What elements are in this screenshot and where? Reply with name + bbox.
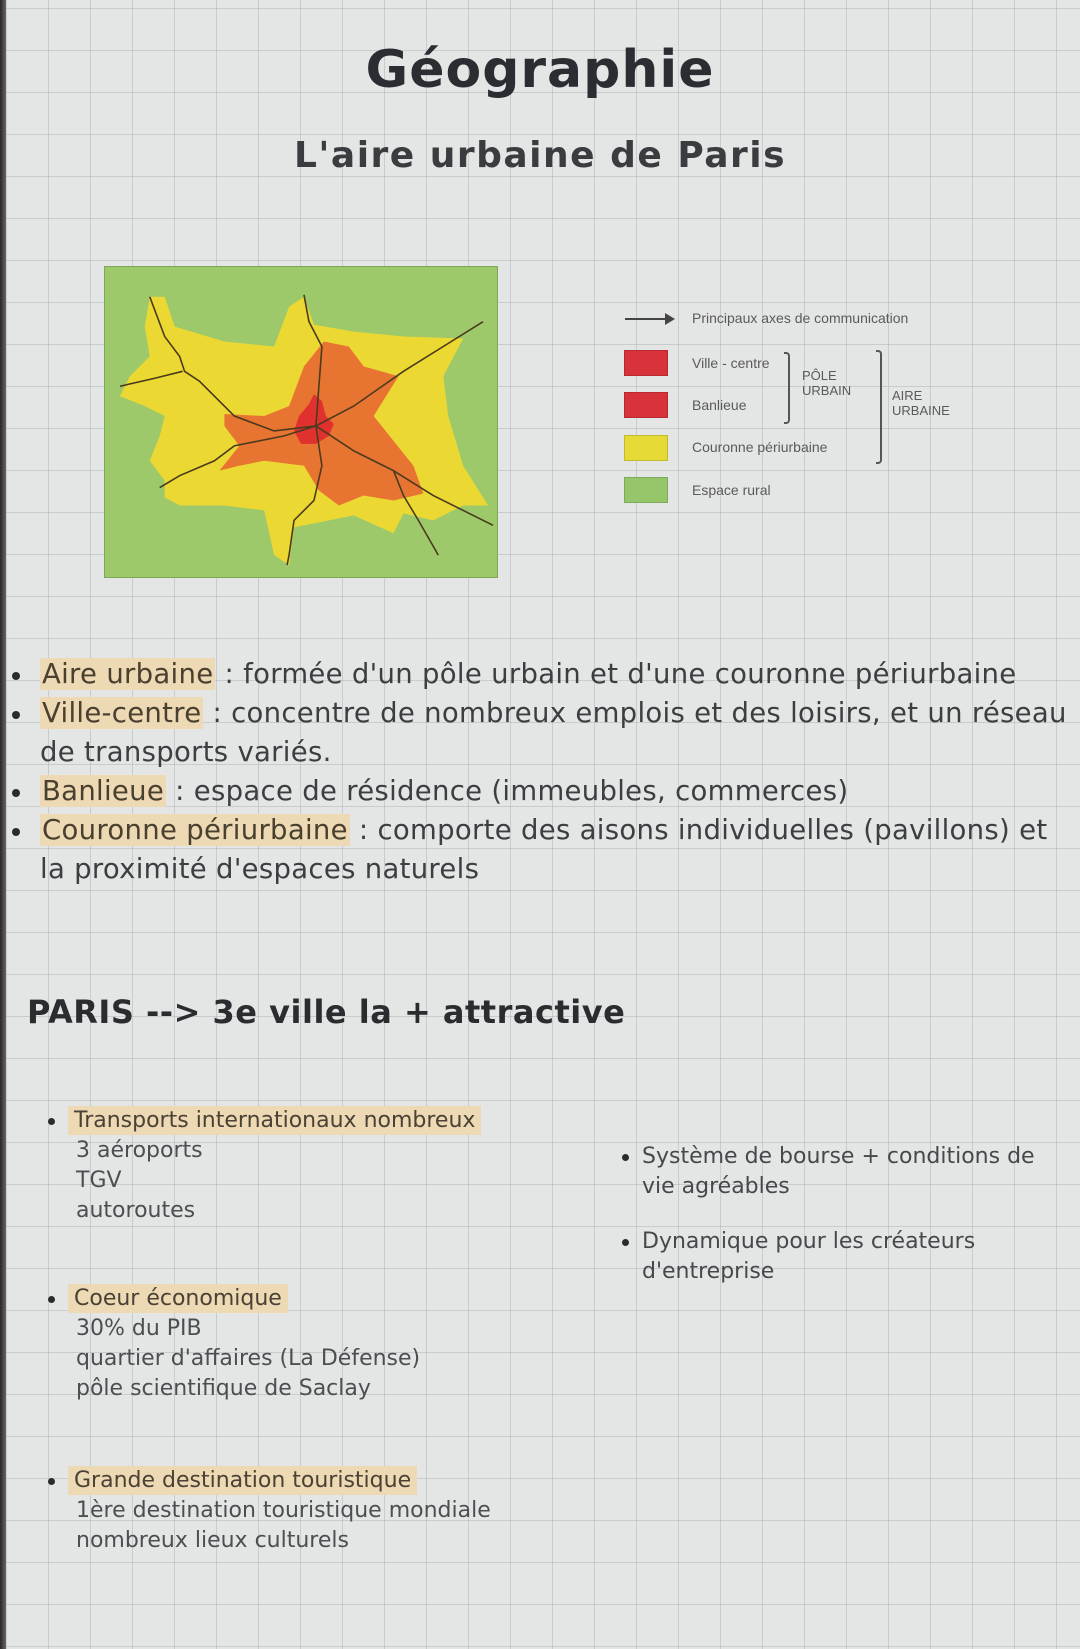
definition-text: concentre de nombreux emplois et des loisirs, et un réseau de transports variés. — [40, 697, 1067, 768]
legend-label-couronne: Couronne périurbaine — [692, 439, 828, 455]
definition-term: Couronne périurbaine — [42, 814, 348, 846]
definition-item: Ville-centre : concentre de nombreux emplois et des loisirs, et un réseau de transports variés. — [0, 694, 1080, 772]
legend-label-banlieue: Banlieue — [692, 397, 747, 413]
legend-swatch-banlieue — [624, 392, 668, 418]
factor-detail: quartier d'affaires (La Défense) — [76, 1346, 421, 1371]
definitions-list — [0, 655, 1080, 889]
section-heading: PARIS --> 3e ville la + attractive — [27, 993, 626, 1031]
legend-swatch-couronne — [624, 435, 668, 461]
arrow-right-icon — [625, 318, 673, 320]
attractiveness-factors-right — [620, 1142, 1060, 1287]
definition-item: Banlieue : espace de résidence (immeubles, commerces) — [0, 772, 1080, 811]
definition-item: Couronne périurbaine : comporte des aisons individuelles (pavillons) et la proximité d'espaces naturels — [0, 811, 1080, 889]
factor-title: Transports internationaux nombreux — [46, 1106, 566, 1136]
legend-group-pole-urbain: PÔLE URBAIN — [802, 368, 852, 398]
attractiveness-factors-left — [46, 1106, 566, 1556]
factor-item: Dynamique pour les créateurs d'entreprise — [620, 1227, 1060, 1287]
definition-term: Banlieue — [42, 775, 165, 807]
legend-label-axes: Principaux axes de communication — [692, 310, 909, 326]
factor-title: Grande destination touristique — [46, 1466, 566, 1496]
definition-text: comporte des aisons individuelles (pavillons) et la proximité d'espaces naturels — [40, 814, 1048, 885]
legend-label-ville-centre: Ville - centre — [692, 355, 770, 371]
legend-swatch-espace-rural — [624, 477, 668, 503]
factor-detail: TGV — [76, 1168, 122, 1193]
definition-term: Ville-centre — [42, 697, 202, 729]
factor-title: Coeur économique — [46, 1284, 566, 1314]
factor-block — [46, 1106, 566, 1226]
map-illustration — [105, 267, 497, 577]
definition-item: Aire urbaine : formée d'un pôle urbain et d'une couronne périurbaine — [0, 655, 1080, 694]
definition-text: espace de résidence (immeubles, commerces) — [193, 775, 849, 807]
factor-detail: 30% du PIB — [76, 1316, 202, 1341]
factor-block — [46, 1284, 566, 1404]
map-legend — [620, 300, 1040, 510]
factor-detail: 3 aéroports — [76, 1138, 203, 1163]
page-title: Géographie — [365, 40, 715, 100]
factor-detail: autoroutes — [76, 1198, 196, 1223]
factor-detail: 1ère destination touristique mondiale — [76, 1498, 491, 1523]
factor-detail: nombreux lieux culturels — [76, 1528, 349, 1553]
legend-swatch-ville-centre — [624, 350, 668, 376]
legend-label-espace-rural: Espace rural — [692, 482, 771, 498]
legend-group-aire-urbaine: AIRE URBAINE — [892, 388, 950, 418]
page-subtitle: L'aire urbaine de Paris — [293, 135, 787, 176]
factor-block — [46, 1466, 566, 1556]
factor-detail: pôle scientifique de Saclay — [76, 1376, 371, 1401]
definition-term: Aire urbaine — [42, 658, 214, 690]
factor-item: Système de bourse + conditions de vie agréables — [620, 1142, 1060, 1202]
pole-urbain-bracket — [784, 352, 790, 424]
aire-urbaine-bracket — [876, 350, 882, 464]
definition-text: formée d'un pôle urbain et d'une couronne périurbaine — [243, 658, 1017, 690]
urban-area-map — [104, 266, 498, 578]
